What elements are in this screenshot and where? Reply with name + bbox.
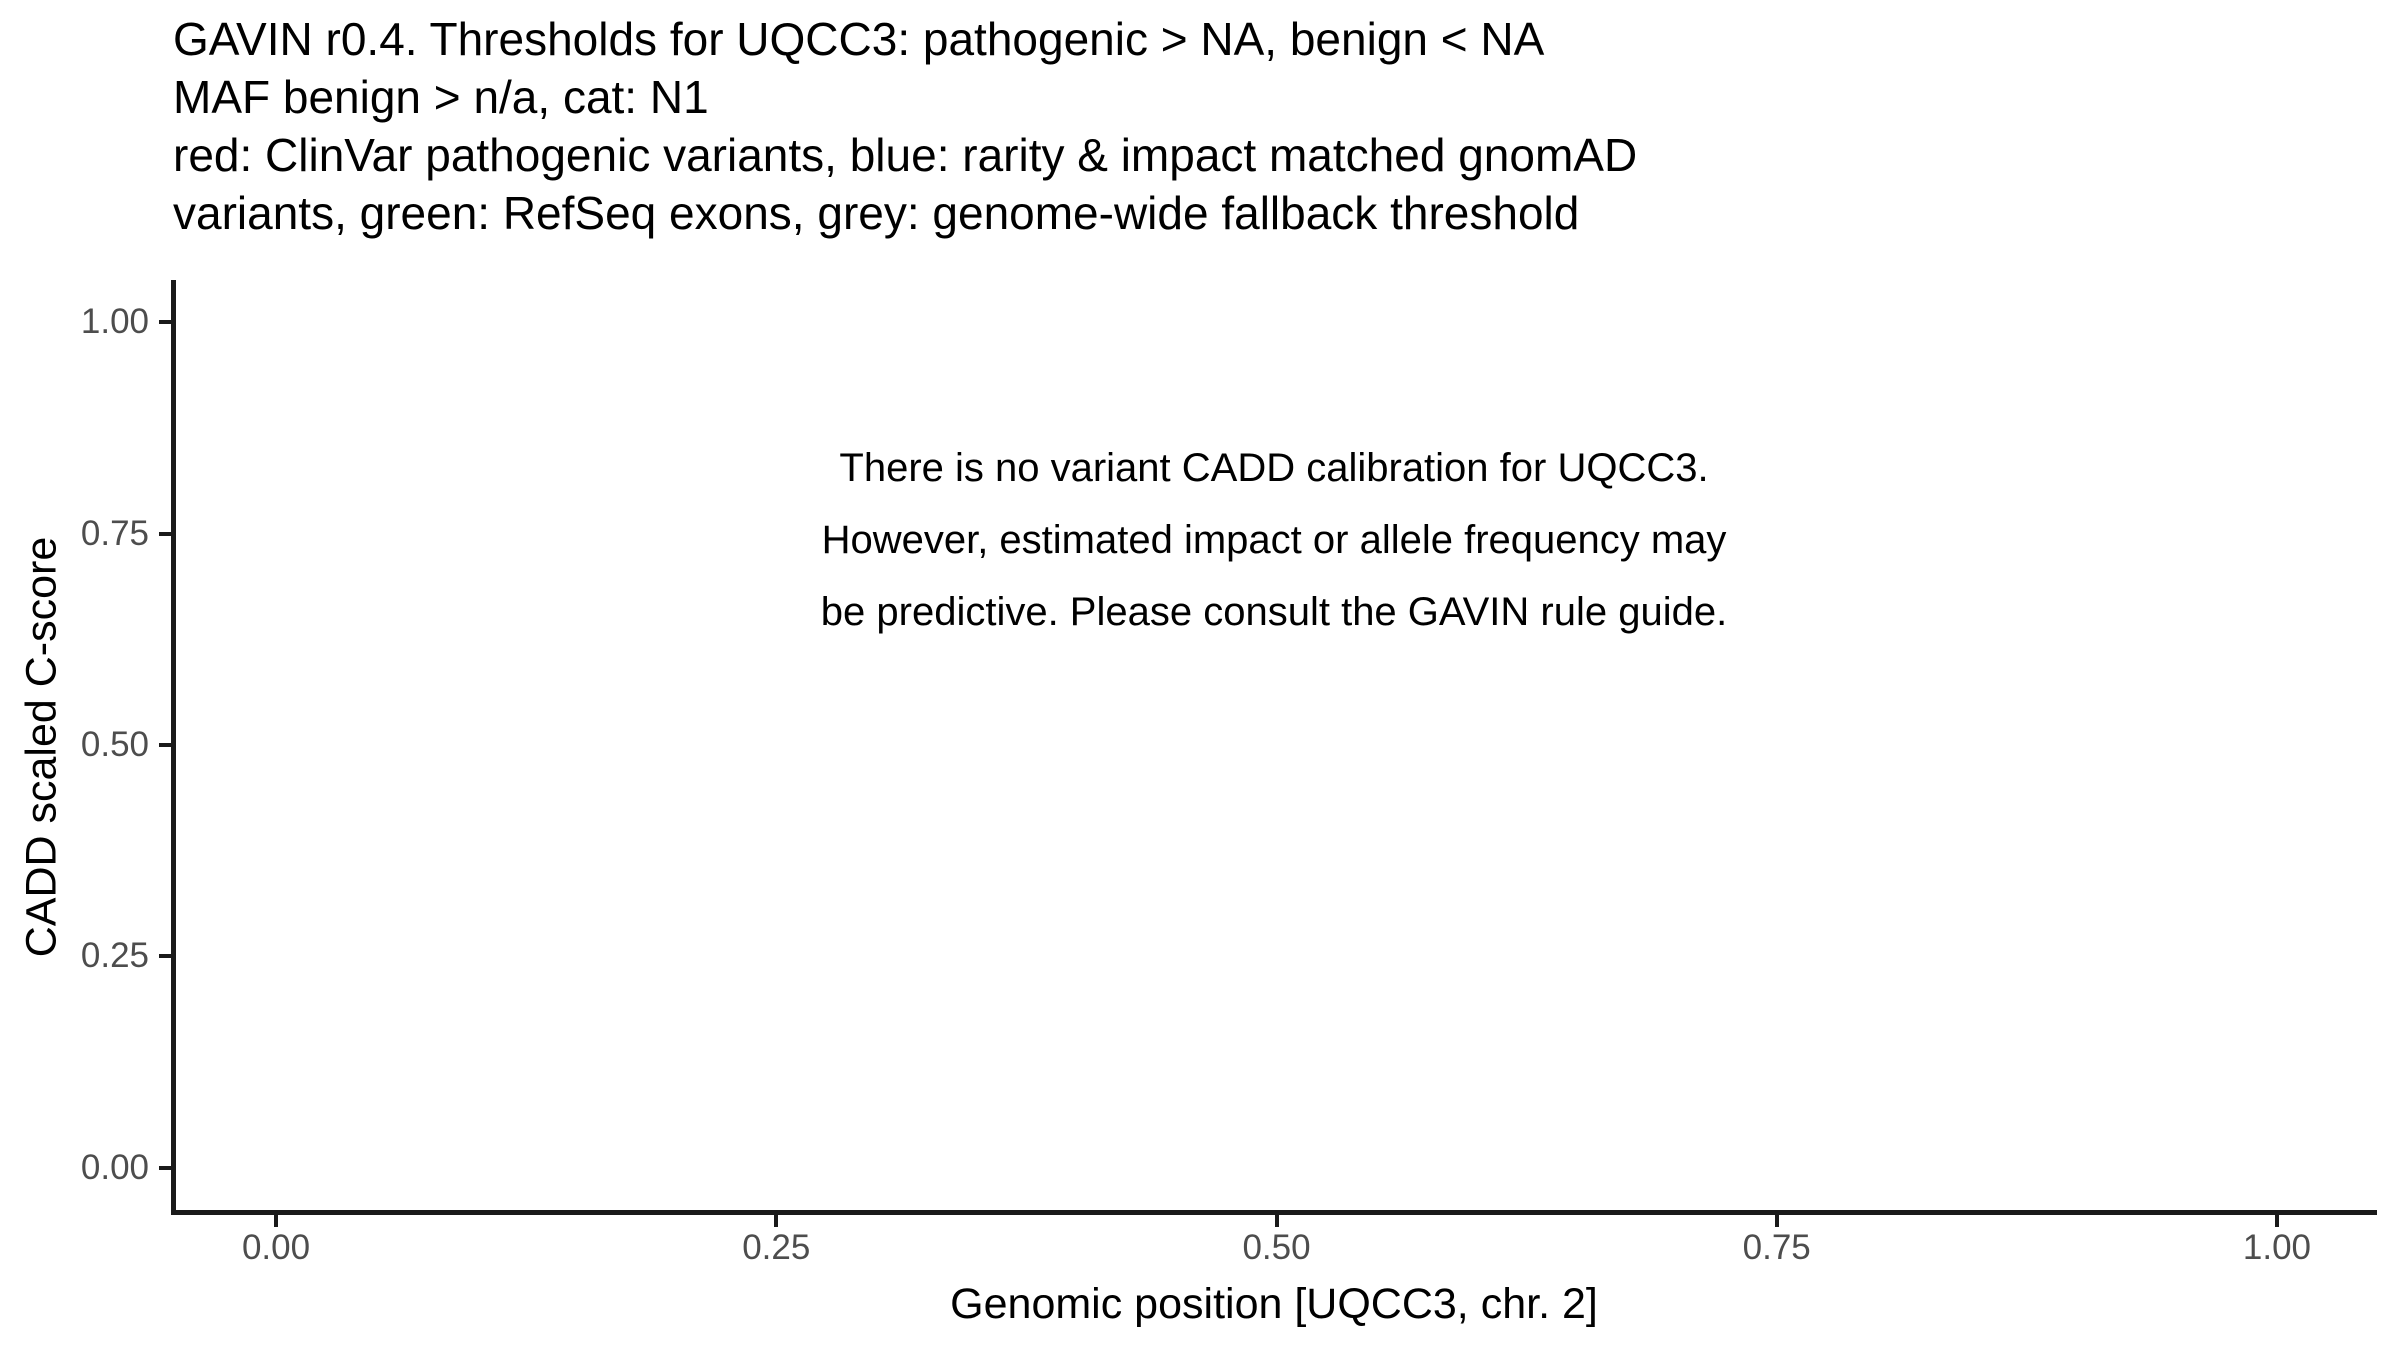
y-axis-tick-label: 0.50: [80, 725, 149, 764]
y-axis-tick-label: 1.00: [80, 302, 149, 342]
plot-title: [173, 10, 1637, 242]
y-axis-tick-mark: [159, 1166, 171, 1170]
y-axis-tick-mark: [159, 532, 171, 536]
x-axis-title: Genomic position [UQCC3, chr. 2]: [950, 1280, 1598, 1328]
y-axis-tick-label: 0.25: [80, 936, 149, 976]
plot-title-line-4: variants, green: RefSeq exons, grey: genome-wide fallback threshold: [173, 187, 1580, 239]
plot-panel: [80, 280, 2377, 1267]
x-axis-tick-label: 0.25: [742, 1228, 811, 1267]
x-axis-tick-mark: [1775, 1215, 1779, 1227]
x-axis-tick-mark: [774, 1215, 778, 1227]
y-axis-tick-label: 0.75: [80, 513, 149, 553]
plot-title-line-3: red: ClinVar pathogenic variants, blue: rarity & impact matched gnomAD: [173, 129, 1638, 181]
x-axis-tick-label: 1.00: [2242, 1228, 2312, 1267]
y-axis-tick-label: 0.00: [80, 1147, 149, 1187]
plot-title-line-2: MAF benign > n/a, cat: N1: [173, 71, 709, 123]
y-axis-tick-mark: [159, 954, 171, 958]
x-axis-tick-mark: [1275, 1215, 1279, 1227]
y-axis-tick-mark: [159, 743, 171, 747]
plot-title-line-1: GAVIN r0.4. Thresholds for UQCC3: pathogenic > NA, benign < NA: [173, 13, 1545, 65]
x-axis-tick-mark: [274, 1215, 278, 1227]
x-axis-tick-label: 0.75: [1742, 1228, 1811, 1267]
x-axis-tick-mark: [2275, 1215, 2279, 1227]
x-axis-tick-label: 0.00: [241, 1228, 311, 1267]
plot-annotation: [176, 432, 2372, 648]
annotation-line-3: be predictive. Please consult the GAVIN rule guide.: [820, 590, 1728, 634]
annotation-line-2: However, estimated impact or allele frequency may: [821, 518, 1727, 562]
x-axis-tick-label: 0.50: [1242, 1228, 1311, 1267]
y-axis-tick-mark: [159, 320, 171, 324]
annotation-line-1: There is no variant CADD calibration for UQCC3.: [839, 446, 1709, 490]
y-axis-title: CADD scaled C-score: [17, 536, 66, 958]
